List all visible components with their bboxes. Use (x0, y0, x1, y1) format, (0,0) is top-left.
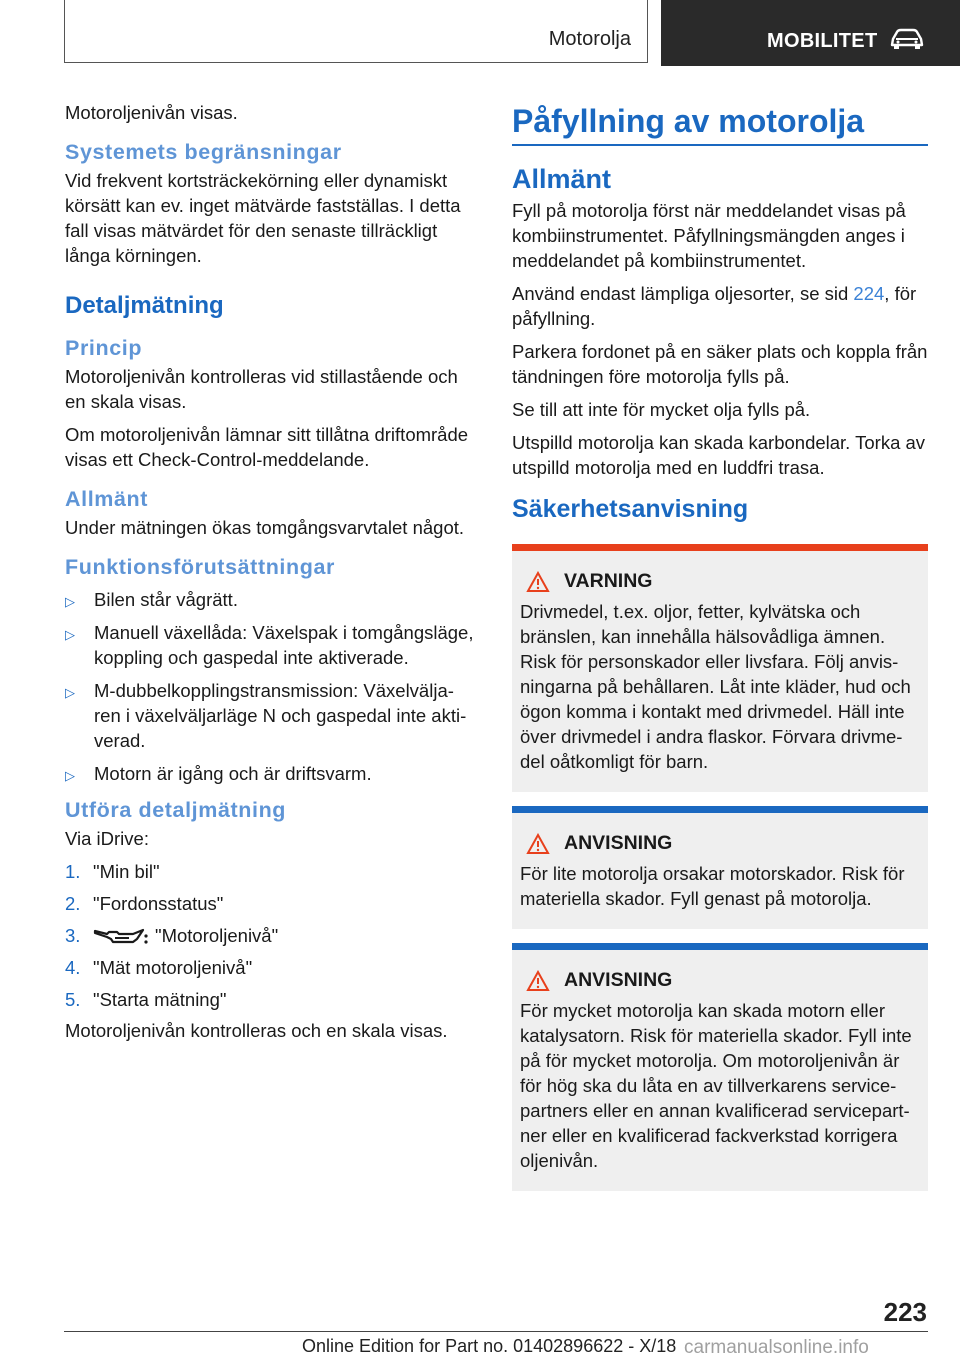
oil-can-icon (93, 927, 149, 947)
step-item: 2. "Fordonsstatus" (65, 893, 224, 914)
general-heading: Allmänt (65, 487, 149, 511)
page-title: Påfyllning av motorolja (512, 103, 865, 139)
edition-text: Online Edition for Part no. 01402896622 - X/18 (302, 1336, 677, 1356)
fill-text-3: Parkera fordonet på en säker plats och koppla från tändningen före motorolja fylls på. (512, 341, 928, 387)
outro-text: Motoroljenivån kontrolleras och en skala visas. (65, 1020, 448, 1041)
notice-box (512, 806, 928, 929)
safety-heading: Säkerhetsanvisning (512, 495, 749, 523)
list-item: ▷ Bilen står vågrätt. (65, 587, 480, 612)
header-title: Motorolja (548, 28, 631, 50)
title-divider (512, 144, 928, 146)
car-icon (890, 28, 924, 50)
step-item: 1. "Min bil" (65, 861, 160, 882)
notice-box (512, 943, 928, 1191)
notice-bar (512, 806, 928, 813)
prereq-heading: Funktionsförutsättningar (65, 555, 335, 579)
section-label: MOBILITET (767, 30, 878, 52)
section-tab (661, 0, 960, 66)
step-item: 5. "Starta mätning" (65, 989, 227, 1010)
limits-heading: Systemets begränsningar (65, 140, 342, 164)
list-item: ▷ M-dubbelkopplingstransmission: Växelvälja-ren i växelväljarläge N och gaspedal inte akti-verad. (65, 680, 467, 751)
principle-heading: Princip (65, 336, 143, 360)
warning-box (512, 544, 928, 792)
fill-text-5: Utspilld motorolja kan skada karbondelar. Torka av utspilld motorolja med en luddfri trasa. (512, 432, 926, 478)
fill-text-2: Använd endast lämpliga oljesorter, se sid 224, för påfyllning. (512, 283, 917, 329)
notice-title: ANVISNING (564, 969, 673, 991)
step-item: 3. "Motoroljenivå" (65, 925, 279, 946)
footer-divider (64, 1331, 928, 1332)
watermark: carmanualsonline.info (684, 1337, 869, 1358)
notice-bar (512, 943, 928, 950)
warning-triangle-icon (526, 970, 550, 992)
warning-bar (512, 544, 928, 551)
step-item: 4. "Mät motoroljenivå" (65, 957, 253, 978)
perform-heading: Utföra detaljmätning (65, 798, 287, 822)
page-link[interactable]: 224 (853, 283, 885, 304)
warning-text: Drivmedel, t.ex. oljor, fetter, kylvätska och bränslen, kan innehålla hälsovådliga ämnen. Risk för personskador eller livsfara. Följ anvis-ningarna på behållaren. Låt inte kläder, hud och ögon komma i kontakt med drivmedel. Häll inte över drivmedel i andra flaskor. Förvara drivme-del oåtkomligt för barn. (520, 601, 911, 772)
principle-text-1: Motoroljenivån kontrolleras vid stillastående och en skala visas. (65, 366, 458, 412)
prereq-list (65, 587, 480, 786)
list-item: ▷ Motorn är igång och är driftsvarm. (65, 761, 480, 786)
triangle-bullet-icon: ▷ (65, 627, 75, 642)
page-number: 223 (883, 1297, 927, 1327)
steps-list (65, 859, 480, 1012)
triangle-bullet-icon: ▷ (65, 685, 75, 700)
notice-text: För lite motorolja orsakar motorskador. Risk för materiella skador. Fyll genast på motorolja. (520, 863, 905, 909)
fill-text-1: Fyll på motorolja först när meddelandet visas på kombiinstrumentet. Påfyllningsmängden anges i meddelandet på kombiinstrumentet. (512, 200, 906, 271)
notice-title: ANVISNING (564, 832, 673, 854)
notice-text: För mycket motorolja kan skada motorn eller katalysatorn. Risk för materiella skador. Fyll inte på för mycket motorolja. Om motoroljenivån är för hög ska du låta en av tillverkarens service-partners eller en annan kvalificerad servicepart-ner eller en kvalificerad fackverkstad korrigera oljenivån. (520, 1000, 912, 1171)
left-column (65, 100, 480, 1051)
triangle-bullet-icon: ▷ (65, 594, 75, 609)
general-text: Under mätningen ökas tomgångsvarvtalet något. (65, 517, 465, 538)
perform-intro: Via iDrive: (65, 828, 149, 849)
warning-triangle-icon (526, 571, 550, 593)
intro-text: Motoroljenivån visas. (65, 102, 238, 123)
header-title-box (64, 0, 648, 63)
right-column (512, 100, 928, 1191)
detail-heading: Detaljmätning (65, 292, 224, 319)
warning-title: VARNING (564, 570, 653, 592)
list-item: ▷ Manuell växellåda: Växelspak i tomgångsläge, koppling och gaspedal inte aktiverade. (65, 622, 474, 668)
principle-text-2: Om motoroljenivån lämnar sitt tillåtna driftområde visas ett Check-Control-meddelande. (65, 424, 469, 470)
right-general-heading: Allmänt (512, 164, 612, 194)
warning-triangle-icon (526, 833, 550, 855)
limits-text: Vid frekvent kortsträckekörning eller dynamiskt körsätt kan ev. inget mätvärde fastställas. I detta fall visas mätvärdet för den senaste tillräckligt långa körningen. (65, 170, 461, 266)
fill-text-4: Se till att inte för mycket olja fylls på. (512, 399, 811, 420)
triangle-bullet-icon: ▷ (65, 768, 75, 783)
